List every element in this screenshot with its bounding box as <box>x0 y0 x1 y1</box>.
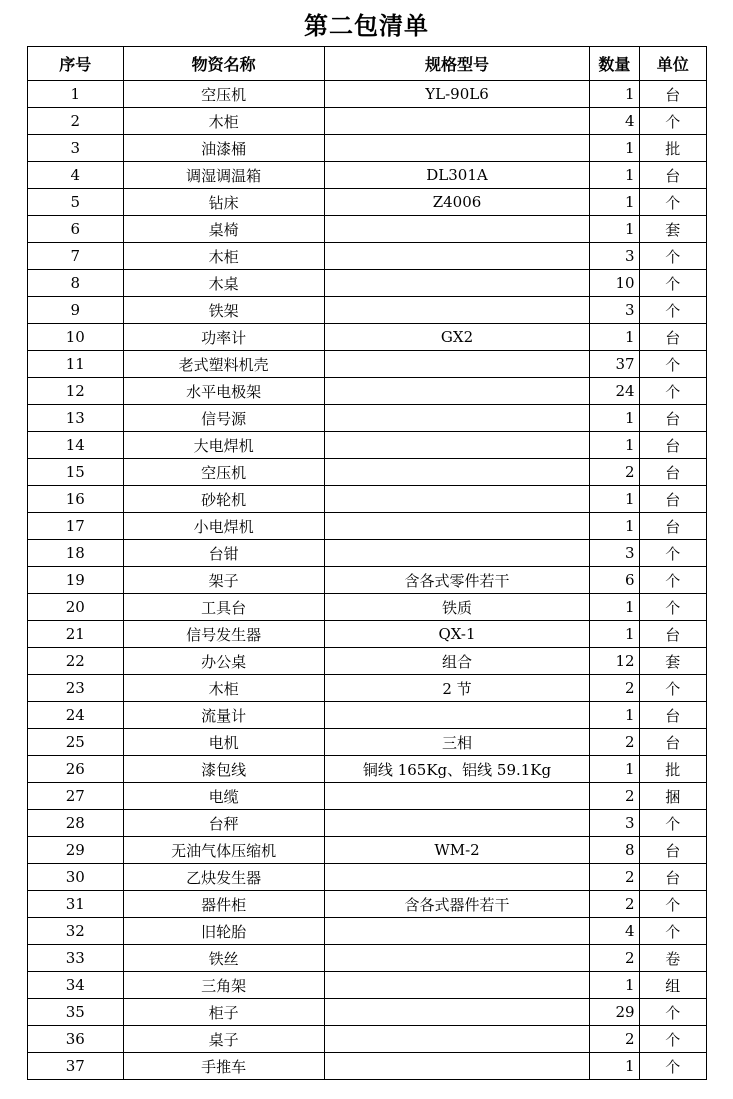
row-spec <box>324 351 590 378</box>
row-name: 信号发生器 <box>123 621 324 648</box>
row-qty: 1 <box>590 432 639 459</box>
header-qty: 数量 <box>590 47 639 81</box>
row-spec: DL301A <box>324 162 590 189</box>
row-spec <box>324 108 590 135</box>
table-row <box>28 486 707 513</box>
row-unit: 卷 <box>639 945 706 972</box>
row-qty: 1 <box>590 216 639 243</box>
row-unit: 个 <box>639 675 706 702</box>
row-name: 木柜 <box>123 675 324 702</box>
row-qty: 1 <box>590 135 639 162</box>
row-unit: 台 <box>639 621 706 648</box>
row-name: 器件柜 <box>123 891 324 918</box>
row-spec: 铜线 165Kg、铝线 59.1Kg <box>324 756 590 783</box>
row-name: 功率计 <box>123 324 324 351</box>
row-spec <box>324 864 590 891</box>
row-unit: 个 <box>639 810 706 837</box>
table-row <box>28 270 707 297</box>
table-row <box>28 567 707 594</box>
row-spec: GX2 <box>324 324 590 351</box>
table-row <box>28 783 707 810</box>
table-row <box>28 540 707 567</box>
document-title: 第二包清单 <box>304 11 429 40</box>
row-unit: 个 <box>639 891 706 918</box>
row-no: 21 <box>28 621 124 648</box>
row-no: 25 <box>28 729 124 756</box>
row-unit: 个 <box>639 270 706 297</box>
row-spec <box>324 1026 590 1053</box>
row-name: 木柜 <box>123 108 324 135</box>
table-row <box>28 351 707 378</box>
row-spec: 铁质 <box>324 594 590 621</box>
row-unit: 个 <box>639 918 706 945</box>
table-row <box>28 837 707 864</box>
table-row <box>28 999 707 1026</box>
row-unit: 个 <box>639 594 706 621</box>
row-unit: 套 <box>639 216 706 243</box>
table-row <box>28 135 707 162</box>
row-name: 砂轮机 <box>123 486 324 513</box>
row-no: 7 <box>28 243 124 270</box>
row-name: 空压机 <box>123 459 324 486</box>
row-name: 柜子 <box>123 999 324 1026</box>
row-spec: 组合 <box>324 648 590 675</box>
row-no: 33 <box>28 945 124 972</box>
row-spec <box>324 999 590 1026</box>
row-spec: 含各式零件若干 <box>324 567 590 594</box>
row-no: 12 <box>28 378 124 405</box>
table-row <box>28 513 707 540</box>
table-body <box>28 81 707 1080</box>
row-qty: 1 <box>590 702 639 729</box>
table-row <box>28 810 707 837</box>
row-unit: 批 <box>639 756 706 783</box>
row-spec <box>324 945 590 972</box>
table-row <box>28 945 707 972</box>
row-unit: 个 <box>639 999 706 1026</box>
row-qty: 3 <box>590 297 639 324</box>
row-spec: Z4006 <box>324 189 590 216</box>
row-name: 铁丝 <box>123 945 324 972</box>
row-name: 电缆 <box>123 783 324 810</box>
row-spec <box>324 486 590 513</box>
row-qty: 1 <box>590 756 639 783</box>
row-spec <box>324 216 590 243</box>
row-no: 26 <box>28 756 124 783</box>
row-name: 木桌 <box>123 270 324 297</box>
row-unit: 台 <box>639 837 706 864</box>
row-unit: 个 <box>639 108 706 135</box>
row-name: 手推车 <box>123 1053 324 1080</box>
row-no: 19 <box>28 567 124 594</box>
row-unit: 台 <box>639 864 706 891</box>
row-no: 13 <box>28 405 124 432</box>
row-qty: 29 <box>590 999 639 1026</box>
table-row <box>28 864 707 891</box>
table-row <box>28 459 707 486</box>
row-spec <box>324 432 590 459</box>
row-qty: 4 <box>590 108 639 135</box>
row-unit: 台 <box>639 81 706 108</box>
row-qty: 2 <box>590 675 639 702</box>
row-spec <box>324 1053 590 1080</box>
row-spec <box>324 540 590 567</box>
row-name: 漆包线 <box>123 756 324 783</box>
row-qty: 37 <box>590 351 639 378</box>
row-spec <box>324 513 590 540</box>
table-row <box>28 972 707 999</box>
table-row <box>28 108 707 135</box>
row-spec: 三相 <box>324 729 590 756</box>
row-qty: 1 <box>590 1053 639 1080</box>
row-name: 信号源 <box>123 405 324 432</box>
row-no: 29 <box>28 837 124 864</box>
row-qty: 2 <box>590 783 639 810</box>
row-no: 5 <box>28 189 124 216</box>
row-name: 乙炔发生器 <box>123 864 324 891</box>
row-unit: 批 <box>639 135 706 162</box>
table-row <box>28 1053 707 1080</box>
table-row <box>28 675 707 702</box>
row-no: 14 <box>28 432 124 459</box>
table-row <box>28 756 707 783</box>
row-qty: 1 <box>590 621 639 648</box>
row-no: 20 <box>28 594 124 621</box>
row-qty: 24 <box>590 378 639 405</box>
header-unit: 单位 <box>639 47 706 81</box>
row-no: 18 <box>28 540 124 567</box>
row-spec <box>324 783 590 810</box>
row-name: 台钳 <box>123 540 324 567</box>
row-unit: 台 <box>639 324 706 351</box>
row-spec <box>324 270 590 297</box>
row-spec <box>324 405 590 432</box>
row-qty: 4 <box>590 918 639 945</box>
table-row <box>28 81 707 108</box>
row-no: 31 <box>28 891 124 918</box>
row-qty: 2 <box>590 459 639 486</box>
row-unit: 个 <box>639 297 706 324</box>
row-spec <box>324 459 590 486</box>
table-row <box>28 324 707 351</box>
row-name: 流量计 <box>123 702 324 729</box>
row-unit: 台 <box>639 432 706 459</box>
row-unit: 个 <box>639 1053 706 1080</box>
row-no: 9 <box>28 297 124 324</box>
row-qty: 1 <box>590 189 639 216</box>
row-name: 小电焊机 <box>123 513 324 540</box>
row-name: 台秤 <box>123 810 324 837</box>
row-no: 36 <box>28 1026 124 1053</box>
row-qty: 2 <box>590 729 639 756</box>
row-qty: 6 <box>590 567 639 594</box>
row-name: 桌椅 <box>123 216 324 243</box>
row-spec: QX-1 <box>324 621 590 648</box>
row-name: 水平电极架 <box>123 378 324 405</box>
row-unit: 捆 <box>639 783 706 810</box>
table-row <box>28 162 707 189</box>
row-name: 旧轮胎 <box>123 918 324 945</box>
row-qty: 1 <box>590 81 639 108</box>
row-unit: 台 <box>639 162 706 189</box>
row-spec <box>324 297 590 324</box>
row-name: 桌子 <box>123 1026 324 1053</box>
row-spec <box>324 378 590 405</box>
table-row <box>28 648 707 675</box>
row-no: 28 <box>28 810 124 837</box>
header-name: 物资名称 <box>123 47 324 81</box>
row-name: 钻床 <box>123 189 324 216</box>
row-name: 油漆桶 <box>123 135 324 162</box>
row-qty: 1 <box>590 513 639 540</box>
header-spec: 规格型号 <box>324 47 590 81</box>
row-no: 23 <box>28 675 124 702</box>
row-no: 35 <box>28 999 124 1026</box>
row-qty: 2 <box>590 891 639 918</box>
row-qty: 8 <box>590 837 639 864</box>
row-no: 32 <box>28 918 124 945</box>
table-row <box>28 432 707 459</box>
row-unit: 个 <box>639 243 706 270</box>
row-no: 24 <box>28 702 124 729</box>
row-unit: 个 <box>639 567 706 594</box>
row-unit: 套 <box>639 648 706 675</box>
row-no: 16 <box>28 486 124 513</box>
row-no: 6 <box>28 216 124 243</box>
row-qty: 3 <box>590 540 639 567</box>
row-qty: 3 <box>590 243 639 270</box>
row-spec: 含各式器件若干 <box>324 891 590 918</box>
table-row <box>28 297 707 324</box>
table-row <box>28 594 707 621</box>
row-qty: 1 <box>590 405 639 432</box>
row-name: 无油气体压缩机 <box>123 837 324 864</box>
row-qty: 10 <box>590 270 639 297</box>
row-no: 30 <box>28 864 124 891</box>
table-row <box>28 1026 707 1053</box>
row-name: 老式塑料机壳 <box>123 351 324 378</box>
row-qty: 1 <box>590 594 639 621</box>
row-spec <box>324 243 590 270</box>
row-name: 架子 <box>123 567 324 594</box>
row-name: 电机 <box>123 729 324 756</box>
row-no: 11 <box>28 351 124 378</box>
header-no: 序号 <box>28 47 124 81</box>
row-qty: 2 <box>590 945 639 972</box>
row-qty: 2 <box>590 864 639 891</box>
table-row <box>28 891 707 918</box>
row-spec: 2 节 <box>324 675 590 702</box>
row-qty: 2 <box>590 1026 639 1053</box>
row-unit: 台 <box>639 729 706 756</box>
table-row <box>28 918 707 945</box>
row-unit: 个 <box>639 189 706 216</box>
row-name: 大电焊机 <box>123 432 324 459</box>
row-no: 37 <box>28 1053 124 1080</box>
row-no: 15 <box>28 459 124 486</box>
inventory-table <box>27 46 707 1080</box>
row-name: 办公桌 <box>123 648 324 675</box>
row-no: 4 <box>28 162 124 189</box>
row-unit: 个 <box>639 351 706 378</box>
row-no: 2 <box>28 108 124 135</box>
table-row <box>28 621 707 648</box>
row-unit: 台 <box>639 702 706 729</box>
table-row <box>28 243 707 270</box>
row-qty: 1 <box>590 162 639 189</box>
row-no: 1 <box>28 81 124 108</box>
row-qty: 1 <box>590 324 639 351</box>
row-no: 34 <box>28 972 124 999</box>
row-name: 工具台 <box>123 594 324 621</box>
table-row <box>28 729 707 756</box>
row-spec <box>324 702 590 729</box>
row-no: 22 <box>28 648 124 675</box>
row-no: 10 <box>28 324 124 351</box>
row-spec <box>324 135 590 162</box>
row-qty: 3 <box>590 810 639 837</box>
row-unit: 个 <box>639 1026 706 1053</box>
row-name: 木柜 <box>123 243 324 270</box>
table-row <box>28 378 707 405</box>
row-unit: 台 <box>639 459 706 486</box>
row-unit: 个 <box>639 378 706 405</box>
row-spec <box>324 972 590 999</box>
row-unit: 台 <box>639 513 706 540</box>
row-spec <box>324 918 590 945</box>
row-unit: 台 <box>639 486 706 513</box>
row-name: 调湿调温箱 <box>123 162 324 189</box>
row-name: 铁架 <box>123 297 324 324</box>
row-unit: 组 <box>639 972 706 999</box>
row-no: 8 <box>28 270 124 297</box>
row-name: 空压机 <box>123 81 324 108</box>
table-row <box>28 702 707 729</box>
table-row <box>28 405 707 432</box>
row-unit: 台 <box>639 405 706 432</box>
row-spec: WM-2 <box>324 837 590 864</box>
table-header-row <box>28 47 707 81</box>
row-qty: 12 <box>590 648 639 675</box>
table-row <box>28 216 707 243</box>
row-spec: YL-90L6 <box>324 81 590 108</box>
row-qty: 1 <box>590 486 639 513</box>
row-unit: 个 <box>639 540 706 567</box>
row-no: 3 <box>28 135 124 162</box>
row-spec <box>324 810 590 837</box>
row-no: 17 <box>28 513 124 540</box>
row-no: 27 <box>28 783 124 810</box>
row-qty: 1 <box>590 972 639 999</box>
row-name: 三角架 <box>123 972 324 999</box>
table-row <box>28 189 707 216</box>
